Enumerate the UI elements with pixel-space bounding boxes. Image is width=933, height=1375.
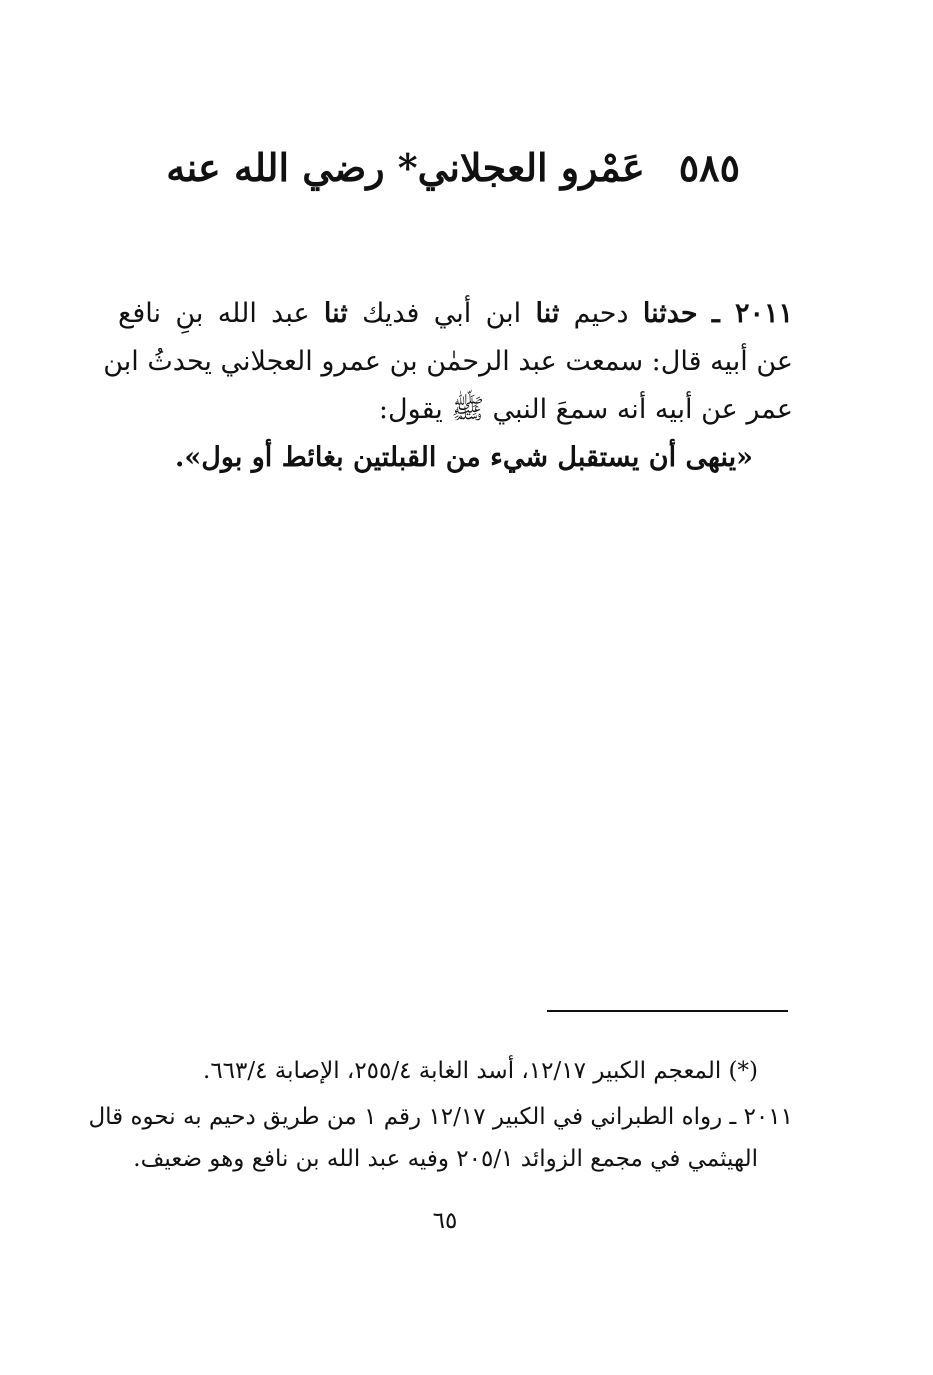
section-number: ٥٨٥ — [678, 145, 740, 190]
chain-word: ثنا — [535, 298, 560, 329]
footnote-separator — [547, 1010, 788, 1012]
chain-word: حدثنا — [642, 298, 698, 329]
hadith-number: ٢٠١١ ـ — [711, 298, 793, 329]
chain-text: دحيم — [559, 298, 643, 329]
footnote-2011-line-2: الهيثمي في مجمع الزوائد ٢٠٥/١ وفيه عبد الله بن نافع وهو ضعيف. — [133, 1146, 758, 1172]
footnote-star: (*) المعجم الكبير ١٢/١٧، أسد الغابة ٢٥٥/٤، الإصابة ٦٦٣/٤. — [203, 1058, 758, 1084]
chain-text: ابن أبي فديك — [347, 298, 536, 329]
chain-word: ثنا — [323, 298, 348, 329]
hadith-block — [103, 290, 793, 482]
section-title: عَمْرو العجلاني* رضي الله عنه — [166, 145, 645, 190]
section-heading — [166, 138, 740, 198]
footnote-2011-line-1: ٢٠١١ ـ رواه الطبراني في الكبير ١٢/١٧ رقم ١ من طريق دحيم به نحوه قال — [88, 1104, 793, 1130]
hadith-line-2: عن أبيه قال: سمعت عبد الرحمٰن بن عمرو العجلاني يحدثُ ابن — [103, 346, 793, 377]
hadith-matn: «ينهى أن يستقبل شيء من القبلتين بغائط أو بول». — [175, 442, 753, 473]
page-number: ٦٥ — [432, 1208, 458, 1234]
chain-text: عبد الله بنِ نافع — [118, 298, 324, 329]
hadith-line-1 — [118, 290, 793, 338]
hadith-line-3: عمر عن أبيه أنه سمعَ النبي ﷺ يقول: — [378, 394, 793, 425]
footnotes — [88, 1050, 793, 1180]
